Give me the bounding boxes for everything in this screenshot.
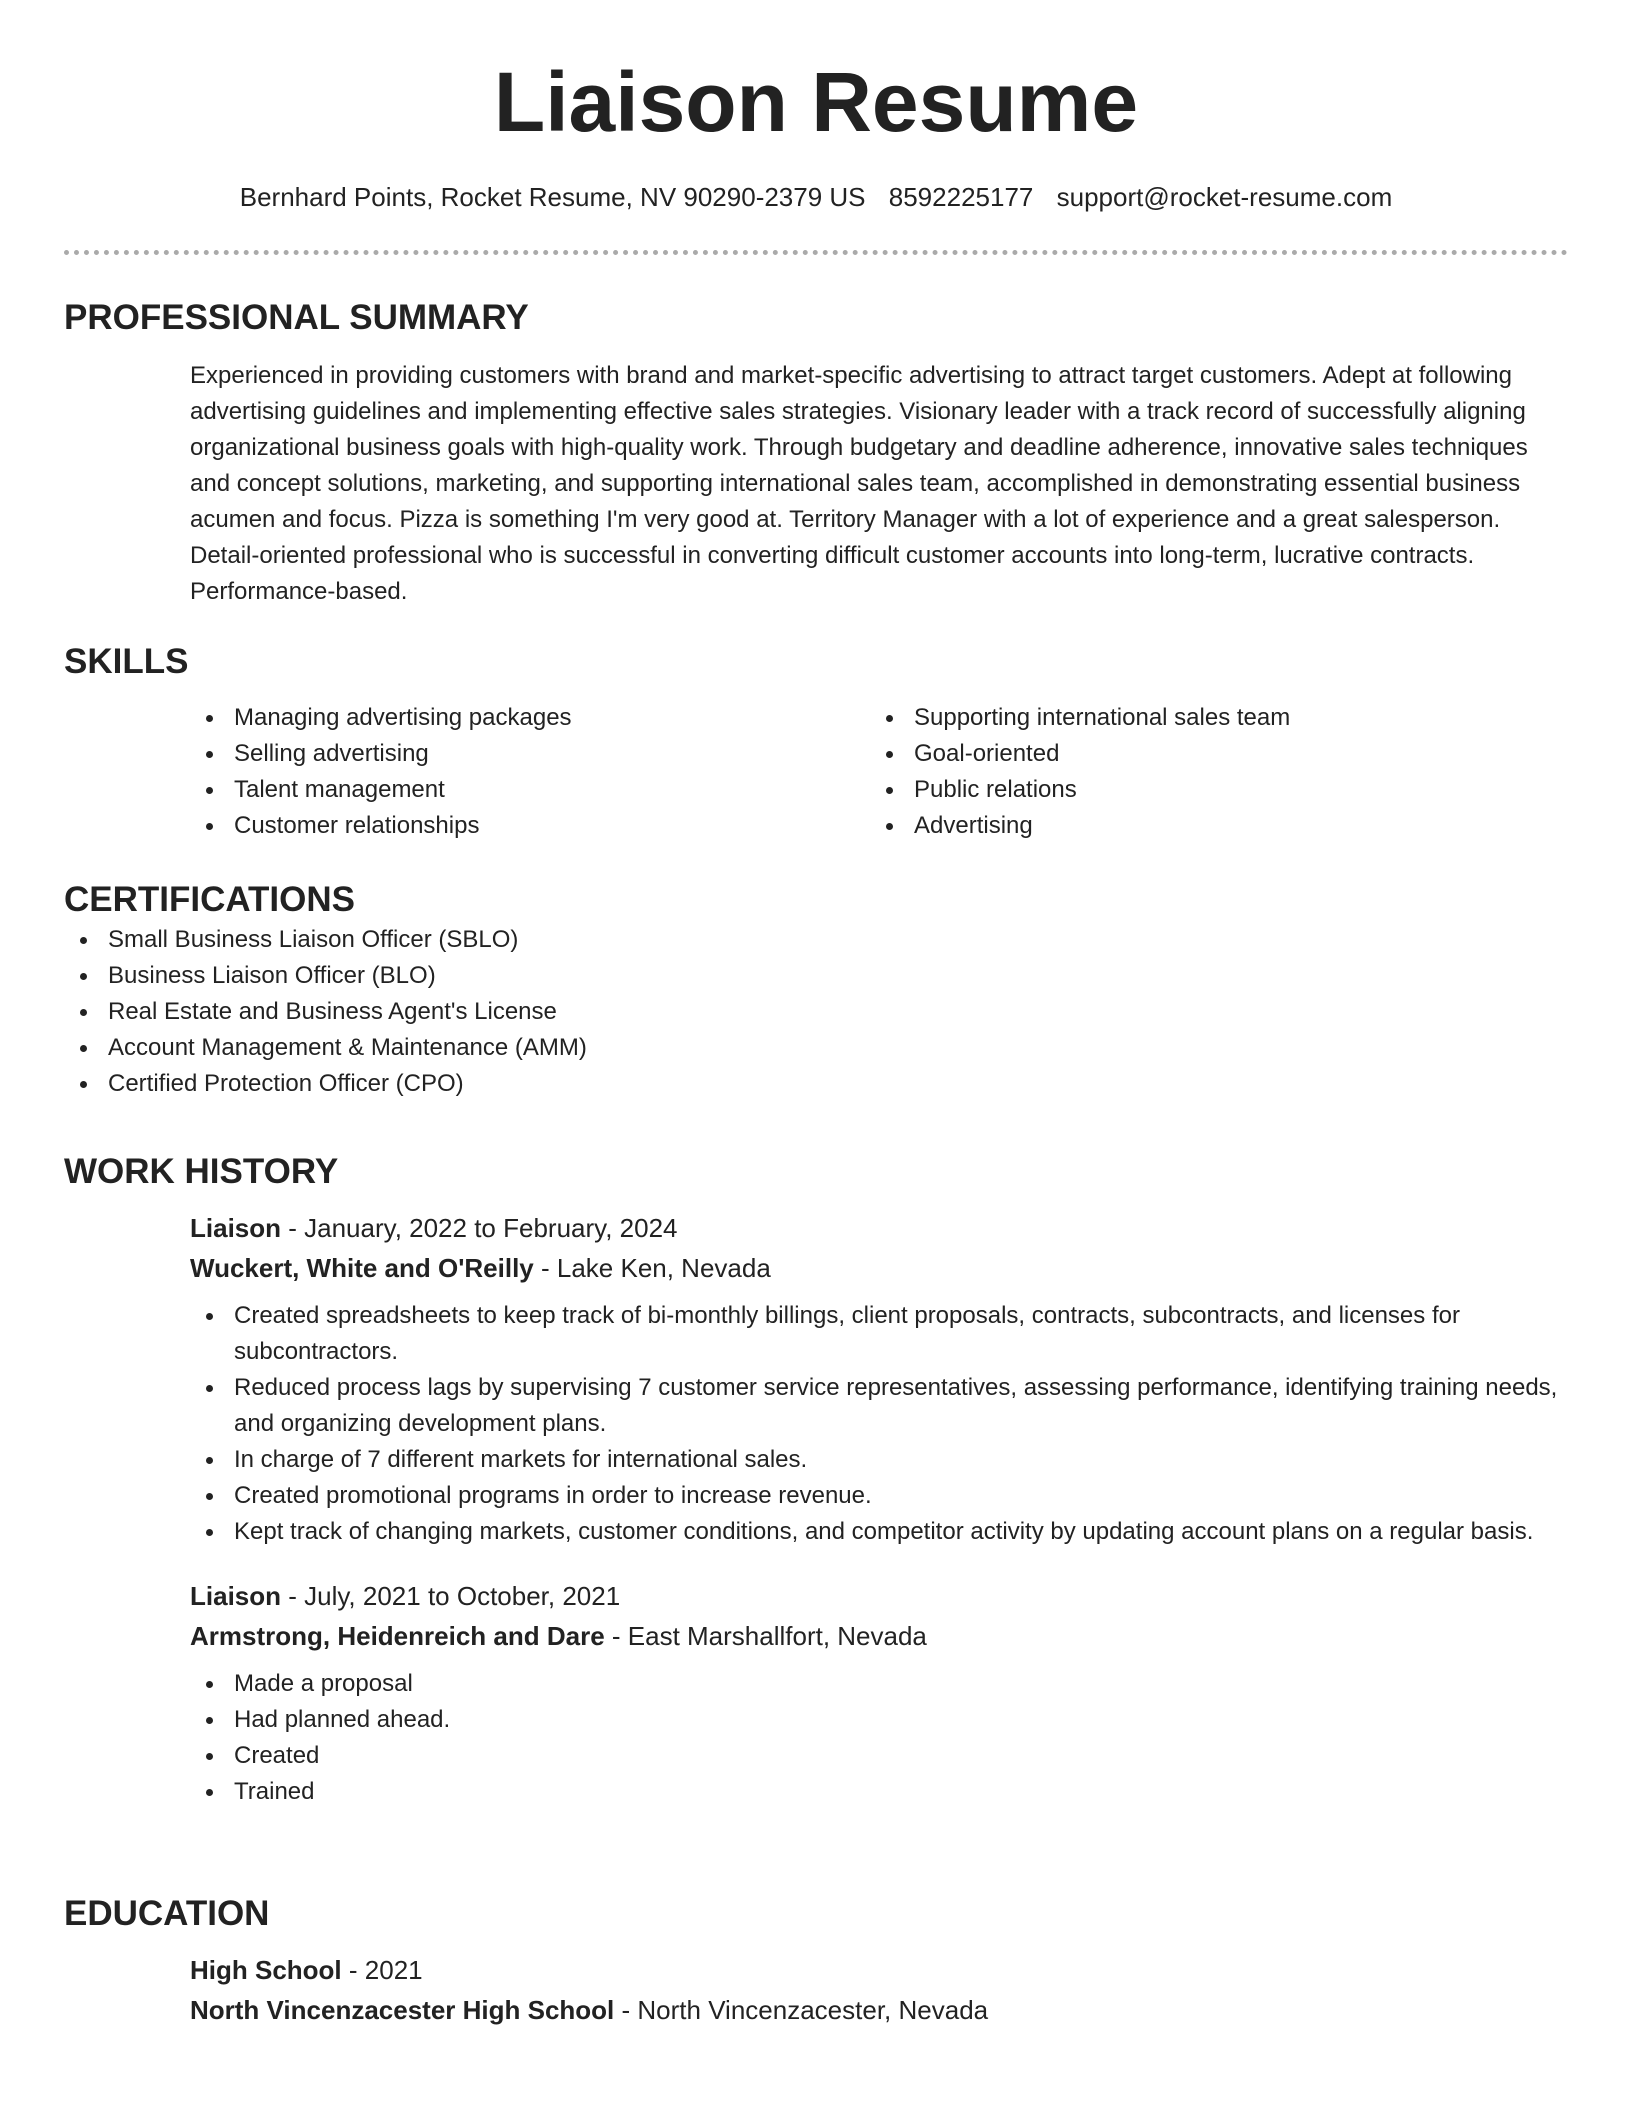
list-item: Made a proposal xyxy=(190,1666,1568,1702)
list-item: Business Liaison Officer (BLO) xyxy=(64,958,1568,994)
job-title-line xyxy=(190,1208,1568,1248)
list-item: Reduced process lags by supervising 7 customer service representatives, assessing performance, identifying training needs, and organizing development plans. xyxy=(190,1370,1568,1442)
contact-address: Bernhard Points, Rocket Resume, NV 90290-2379 US xyxy=(239,182,866,212)
skills-columns xyxy=(190,700,1568,844)
job-dates: - January, 2022 to February, 2024 xyxy=(281,1213,678,1243)
job-company: Wuckert, White and O'Reilly xyxy=(190,1253,534,1283)
list-item: In charge of 7 different markets for international sales. xyxy=(190,1442,1568,1478)
job-entry xyxy=(190,1208,1568,1550)
certifications-heading: CERTIFICATIONS xyxy=(64,880,356,919)
job-title-line xyxy=(190,1576,1568,1616)
education-section xyxy=(64,1892,1568,2030)
summary-text: Experienced in providing customers with brand and market-specific advertising to attract target customers. Adept at following advertising guidelines and implementing effective sales strategies. Visionary leader with a track record of successfully aligning organizational business goals with high-quality work. Through budgetary and deadline adherence, innovative sales techniques and concept solutions, marketing, and supporting international sales team, accomplished in demonstrating essential business acumen and focus. Pizza is something I'm very good at. Territory Manager with a lot of experience and a great salesperson. Detail-oriented professional who is successful in converting difficult customer accounts into long-term, lucrative contracts. Performance-based. xyxy=(190,362,1528,605)
summary-heading: PROFESSIONAL SUMMARY xyxy=(64,298,529,337)
list-item: Small Business Liaison Officer (SBLO) xyxy=(64,922,1568,958)
resume-title: Liaison Resume xyxy=(493,55,1139,149)
skills-list-left xyxy=(190,700,870,844)
work-history-heading: WORK HISTORY xyxy=(64,1152,339,1191)
job-title: Liaison xyxy=(190,1581,282,1611)
list-item: Created spreadsheets to keep track of bi-monthly billings, client proposals, contracts, subcontracts, and licenses for subcontractors. xyxy=(190,1298,1568,1370)
job-dates: - July, 2021 to October, 2021 xyxy=(281,1581,621,1611)
contact-email[interactable]: support@rocket-resume.com xyxy=(1056,182,1393,212)
list-item: Public relations xyxy=(870,772,1550,808)
certifications-section xyxy=(64,878,1568,1102)
list-item: Created xyxy=(190,1738,1568,1774)
list-item: Had planned ahead. xyxy=(190,1702,1568,1738)
job-title: Liaison xyxy=(190,1213,282,1243)
list-item: Supporting international sales team xyxy=(870,700,1550,736)
list-item: Talent management xyxy=(190,772,870,808)
skills-list-right xyxy=(870,700,1550,844)
job-company: Armstrong, Heidenreich and Dare xyxy=(190,1621,605,1651)
list-item: Kept track of changing markets, customer conditions, and competitor activity by updating account plans on a regular basis. xyxy=(190,1514,1568,1550)
summary-section xyxy=(64,296,1568,610)
job-duties xyxy=(190,1666,1568,1810)
work-history-section xyxy=(64,1150,1568,1810)
education-school-line xyxy=(190,1990,1568,2030)
contact-phone[interactable]: 8592225177 xyxy=(888,182,1034,212)
job-entry xyxy=(190,1576,1568,1810)
education-school: North Vincenzacester High School xyxy=(190,1995,615,2025)
contact-line xyxy=(0,180,1632,214)
education-entry xyxy=(190,1950,1568,2030)
job-duties xyxy=(190,1298,1568,1550)
list-item: Created promotional programs in order to increase revenue. xyxy=(190,1478,1568,1514)
job-location: - Lake Ken, Nevada xyxy=(533,1253,771,1283)
education-degree-line xyxy=(190,1950,1568,1990)
job-location: - East Marshallfort, Nevada xyxy=(604,1621,927,1651)
list-item: Advertising xyxy=(870,808,1550,844)
education-heading: EDUCATION xyxy=(64,1894,270,1933)
list-item: Customer relationships xyxy=(190,808,870,844)
job-company-line xyxy=(190,1616,1568,1656)
list-item: Account Management & Maintenance (AMM) xyxy=(64,1030,1568,1066)
list-item: Managing advertising packages xyxy=(190,700,870,736)
list-item: Trained xyxy=(190,1774,1568,1810)
list-item: Certified Protection Officer (CPO) xyxy=(64,1066,1568,1102)
header-divider xyxy=(64,250,1568,255)
list-item: Goal-oriented xyxy=(870,736,1550,772)
list-item: Selling advertising xyxy=(190,736,870,772)
list-item: Real Estate and Business Agent's License xyxy=(64,994,1568,1030)
skills-heading: SKILLS xyxy=(64,642,189,681)
certifications-list xyxy=(64,922,1568,1102)
education-location: - North Vincenzacester, Nevada xyxy=(614,1995,989,2025)
job-company-line xyxy=(190,1248,1568,1288)
education-degree: High School xyxy=(190,1955,342,1985)
skills-section xyxy=(64,640,1568,844)
education-year: - 2021 xyxy=(341,1955,423,1985)
